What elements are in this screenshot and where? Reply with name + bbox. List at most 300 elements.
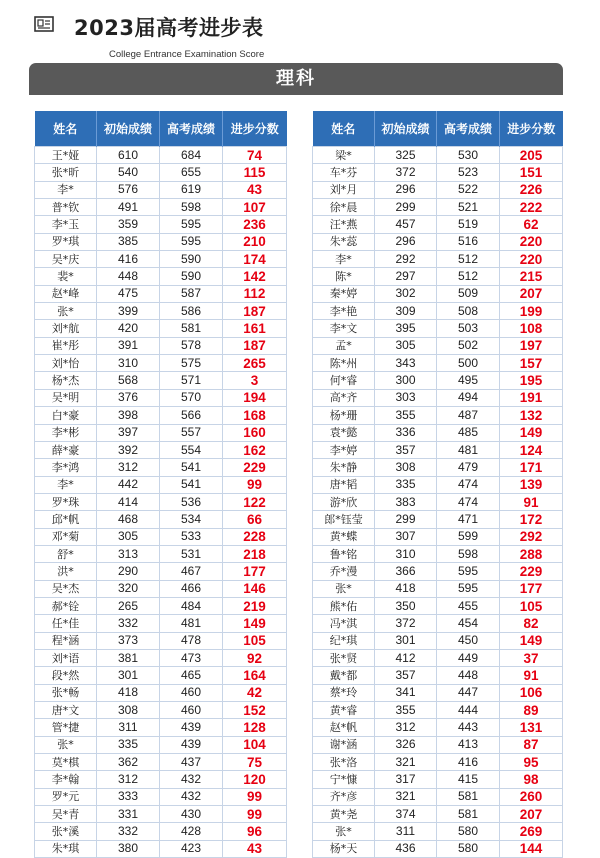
student-name-cell: 李* bbox=[313, 251, 375, 268]
initial-score-cell: 355 bbox=[375, 702, 437, 719]
exam-score-cell: 590 bbox=[160, 251, 223, 268]
table-row bbox=[313, 771, 563, 788]
table-row bbox=[313, 806, 563, 823]
student-name-cell: 张*昕 bbox=[35, 164, 97, 181]
student-name-cell: 舒* bbox=[35, 545, 97, 562]
initial-score-cell: 357 bbox=[375, 441, 437, 458]
table-row bbox=[35, 528, 287, 545]
improvement-cell: 42 bbox=[223, 684, 287, 701]
initial-score-cell: 442 bbox=[97, 476, 160, 493]
student-name-cell: 吴*庆 bbox=[35, 251, 97, 268]
student-name-cell: 吴*明 bbox=[35, 389, 97, 406]
improvement-cell: 161 bbox=[223, 320, 287, 337]
improvement-cell: 87 bbox=[500, 736, 563, 753]
initial-score-cell: 332 bbox=[97, 823, 160, 840]
exam-score-cell: 439 bbox=[160, 736, 223, 753]
improvement-cell: 229 bbox=[500, 563, 563, 580]
student-name-cell: 车*芬 bbox=[313, 164, 375, 181]
improvement-cell: 108 bbox=[500, 320, 563, 337]
student-name-cell: 黄*睿 bbox=[313, 702, 375, 719]
exam-score-cell: 522 bbox=[437, 181, 500, 198]
table-header-row bbox=[35, 111, 287, 147]
improvement-cell: 99 bbox=[223, 788, 287, 805]
initial-score-cell: 312 bbox=[97, 459, 160, 476]
table-row bbox=[313, 719, 563, 736]
table-row bbox=[35, 788, 287, 805]
improvement-cell: 191 bbox=[500, 389, 563, 406]
initial-score-cell: 313 bbox=[97, 545, 160, 562]
exam-score-cell: 566 bbox=[160, 407, 223, 424]
student-name-cell: 裴* bbox=[35, 268, 97, 285]
improvement-cell: 96 bbox=[223, 823, 287, 840]
improvement-cell: 222 bbox=[500, 199, 563, 216]
table-row bbox=[35, 216, 287, 233]
table-row bbox=[35, 459, 287, 476]
initial-score-cell: 343 bbox=[375, 355, 437, 372]
exam-score-cell: 485 bbox=[437, 424, 500, 441]
table-row bbox=[35, 372, 287, 389]
exam-score-cell: 443 bbox=[437, 719, 500, 736]
improvement-cell: 82 bbox=[500, 615, 563, 632]
table-row bbox=[313, 147, 563, 164]
exam-score-cell: 530 bbox=[437, 147, 500, 164]
table-row bbox=[35, 268, 287, 285]
page-header bbox=[34, 12, 574, 60]
improvement-cell: 194 bbox=[223, 389, 287, 406]
exam-score-cell: 430 bbox=[160, 806, 223, 823]
table-row bbox=[35, 511, 287, 528]
student-name-cell: 洪* bbox=[35, 563, 97, 580]
initial-score-cell: 448 bbox=[97, 268, 160, 285]
table-row bbox=[313, 216, 563, 233]
exam-score-cell: 521 bbox=[437, 199, 500, 216]
exam-score-cell: 484 bbox=[160, 597, 223, 614]
exam-score-cell: 684 bbox=[160, 147, 223, 164]
table-row bbox=[313, 268, 563, 285]
table-row bbox=[35, 771, 287, 788]
table-row bbox=[313, 407, 563, 424]
initial-score-cell: 350 bbox=[375, 597, 437, 614]
improvement-cell: 104 bbox=[223, 736, 287, 753]
improvement-cell: 207 bbox=[500, 285, 563, 302]
improvement-cell: 265 bbox=[223, 355, 287, 372]
student-name-cell: 袁*懿 bbox=[313, 424, 375, 441]
student-name-cell: 蔡*玲 bbox=[313, 684, 375, 701]
student-name-cell: 游*欣 bbox=[313, 493, 375, 510]
initial-score-cell: 397 bbox=[97, 424, 160, 441]
table-body bbox=[35, 147, 287, 858]
student-name-cell: 张*洛 bbox=[313, 754, 375, 771]
exam-score-cell: 467 bbox=[160, 563, 223, 580]
exam-score-cell: 460 bbox=[160, 684, 223, 701]
student-name-cell: 段*然 bbox=[35, 667, 97, 684]
table-row bbox=[35, 840, 287, 857]
table-row bbox=[313, 199, 563, 216]
exam-score-cell: 595 bbox=[437, 580, 500, 597]
table-row bbox=[313, 615, 563, 632]
initial-score-cell: 299 bbox=[375, 511, 437, 528]
exam-score-cell: 580 bbox=[437, 840, 500, 857]
table-row bbox=[313, 459, 563, 476]
table-row bbox=[35, 667, 287, 684]
improvement-cell: 210 bbox=[223, 233, 287, 250]
improvement-cell: 149 bbox=[500, 424, 563, 441]
exam-score-cell: 502 bbox=[437, 337, 500, 354]
improvement-cell: 91 bbox=[500, 493, 563, 510]
improvement-cell: 152 bbox=[223, 702, 287, 719]
exam-score-cell: 474 bbox=[437, 476, 500, 493]
table-row bbox=[313, 823, 563, 840]
exam-score-cell: 428 bbox=[160, 823, 223, 840]
improvement-cell: 229 bbox=[223, 459, 287, 476]
table-row bbox=[313, 736, 563, 753]
exam-score-cell: 471 bbox=[437, 511, 500, 528]
improvement-cell: 92 bbox=[223, 649, 287, 666]
exam-score-cell: 541 bbox=[160, 476, 223, 493]
table-row bbox=[35, 806, 287, 823]
exam-score-cell: 474 bbox=[437, 493, 500, 510]
column-header-exam-score: 高考成绩 bbox=[160, 111, 223, 147]
student-name-cell: 高*齐 bbox=[313, 389, 375, 406]
exam-score-cell: 619 bbox=[160, 181, 223, 198]
improvement-cell: 105 bbox=[223, 632, 287, 649]
initial-score-cell: 310 bbox=[97, 355, 160, 372]
initial-score-cell: 385 bbox=[97, 233, 160, 250]
student-name-cell: 刘*语 bbox=[35, 649, 97, 666]
table-row bbox=[35, 251, 287, 268]
table-row bbox=[313, 181, 563, 198]
initial-score-cell: 412 bbox=[375, 649, 437, 666]
improvement-cell: 226 bbox=[500, 181, 563, 198]
student-name-cell: 白*豪 bbox=[35, 407, 97, 424]
table-row bbox=[313, 476, 563, 493]
column-header-improvement: 进步分数 bbox=[500, 111, 563, 147]
student-name-cell: 刘*航 bbox=[35, 320, 97, 337]
improvement-cell: 171 bbox=[500, 459, 563, 476]
initial-score-cell: 336 bbox=[375, 424, 437, 441]
improvement-cell: 177 bbox=[223, 563, 287, 580]
student-name-cell: 张* bbox=[313, 580, 375, 597]
column-header-name: 姓名 bbox=[35, 111, 97, 147]
exam-score-cell: 432 bbox=[160, 788, 223, 805]
exam-score-cell: 581 bbox=[437, 806, 500, 823]
initial-score-cell: 321 bbox=[375, 788, 437, 805]
exam-score-cell: 460 bbox=[160, 702, 223, 719]
table-row bbox=[35, 164, 287, 181]
improvement-cell: 157 bbox=[500, 355, 563, 372]
initial-score-cell: 305 bbox=[375, 337, 437, 354]
table-row bbox=[35, 424, 287, 441]
exam-score-cell: 586 bbox=[160, 303, 223, 320]
table-icon bbox=[34, 16, 54, 32]
initial-score-cell: 372 bbox=[375, 615, 437, 632]
table-row bbox=[313, 684, 563, 701]
student-name-cell: 冯*淇 bbox=[313, 615, 375, 632]
student-name-cell: 李*玉 bbox=[35, 216, 97, 233]
table-row bbox=[313, 667, 563, 684]
improvement-cell: 215 bbox=[500, 268, 563, 285]
table-row bbox=[313, 303, 563, 320]
initial-score-cell: 392 bbox=[97, 441, 160, 458]
table-row bbox=[313, 580, 563, 597]
initial-score-cell: 540 bbox=[97, 164, 160, 181]
student-name-cell: 张* bbox=[313, 823, 375, 840]
student-name-cell: 罗*元 bbox=[35, 788, 97, 805]
table-row bbox=[313, 754, 563, 771]
initial-score-cell: 373 bbox=[97, 632, 160, 649]
student-name-cell: 黄*尧 bbox=[313, 806, 375, 823]
column-header-exam-score: 高考成绩 bbox=[437, 111, 500, 147]
initial-score-cell: 398 bbox=[97, 407, 160, 424]
exam-score-cell: 598 bbox=[160, 199, 223, 216]
table-row bbox=[35, 233, 287, 250]
improvement-cell: 112 bbox=[223, 285, 287, 302]
table-row bbox=[313, 528, 563, 545]
improvement-cell: 62 bbox=[500, 216, 563, 233]
student-name-cell: 汪*燕 bbox=[313, 216, 375, 233]
exam-score-cell: 512 bbox=[437, 251, 500, 268]
improvement-cell: 207 bbox=[500, 806, 563, 823]
exam-score-cell: 534 bbox=[160, 511, 223, 528]
table-row bbox=[313, 233, 563, 250]
table-row bbox=[35, 389, 287, 406]
student-name-cell: 张*畅 bbox=[35, 684, 97, 701]
student-name-cell: 谢*涵 bbox=[313, 736, 375, 753]
exam-score-cell: 590 bbox=[160, 268, 223, 285]
improvement-cell: 174 bbox=[223, 251, 287, 268]
table-row bbox=[313, 788, 563, 805]
improvement-cell: 128 bbox=[223, 719, 287, 736]
student-name-cell: 薛*豪 bbox=[35, 441, 97, 458]
initial-score-cell: 414 bbox=[97, 493, 160, 510]
table-row bbox=[313, 840, 563, 857]
score-table-right bbox=[312, 111, 563, 858]
student-name-cell: 纪*琪 bbox=[313, 632, 375, 649]
student-name-cell: 程*涵 bbox=[35, 632, 97, 649]
table-row bbox=[35, 632, 287, 649]
table-row bbox=[35, 615, 287, 632]
exam-score-cell: 455 bbox=[437, 597, 500, 614]
student-name-cell: 李*翰 bbox=[35, 771, 97, 788]
student-name-cell: 莫*棋 bbox=[35, 754, 97, 771]
initial-score-cell: 292 bbox=[375, 251, 437, 268]
student-name-cell: 李* bbox=[35, 476, 97, 493]
improvement-cell: 236 bbox=[223, 216, 287, 233]
initial-score-cell: 308 bbox=[97, 702, 160, 719]
table-row bbox=[35, 580, 287, 597]
table-row bbox=[313, 649, 563, 666]
exam-score-cell: 575 bbox=[160, 355, 223, 372]
initial-score-cell: 359 bbox=[97, 216, 160, 233]
improvement-cell: 124 bbox=[500, 441, 563, 458]
exam-score-cell: 447 bbox=[437, 684, 500, 701]
student-name-cell: 朱*琪 bbox=[35, 840, 97, 857]
student-name-cell: 王*娅 bbox=[35, 147, 97, 164]
improvement-cell: 107 bbox=[223, 199, 287, 216]
student-name-cell: 陈*州 bbox=[313, 355, 375, 372]
student-name-cell: 陈* bbox=[313, 268, 375, 285]
student-name-cell: 刘*怡 bbox=[35, 355, 97, 372]
initial-score-cell: 317 bbox=[375, 771, 437, 788]
improvement-cell: 228 bbox=[223, 528, 287, 545]
initial-score-cell: 416 bbox=[97, 251, 160, 268]
improvement-cell: 164 bbox=[223, 667, 287, 684]
exam-score-cell: 578 bbox=[160, 337, 223, 354]
student-name-cell: 赵*帆 bbox=[313, 719, 375, 736]
table-row bbox=[313, 441, 563, 458]
student-name-cell: 罗*琪 bbox=[35, 233, 97, 250]
table-row bbox=[313, 545, 563, 562]
student-name-cell: 朱*蕊 bbox=[313, 233, 375, 250]
exam-score-cell: 437 bbox=[160, 754, 223, 771]
initial-score-cell: 296 bbox=[375, 181, 437, 198]
initial-score-cell: 436 bbox=[375, 840, 437, 857]
table-row bbox=[35, 181, 287, 198]
exam-score-cell: 581 bbox=[160, 320, 223, 337]
improvement-cell: 199 bbox=[500, 303, 563, 320]
exam-score-cell: 516 bbox=[437, 233, 500, 250]
improvement-cell: 220 bbox=[500, 251, 563, 268]
improvement-cell: 219 bbox=[223, 597, 287, 614]
student-name-cell: 宁*慷 bbox=[313, 771, 375, 788]
exam-score-cell: 413 bbox=[437, 736, 500, 753]
improvement-cell: 3 bbox=[223, 372, 287, 389]
improvement-cell: 218 bbox=[223, 545, 287, 562]
improvement-cell: 37 bbox=[500, 649, 563, 666]
improvement-cell: 149 bbox=[500, 632, 563, 649]
exam-score-cell: 465 bbox=[160, 667, 223, 684]
student-name-cell: 徐*晨 bbox=[313, 199, 375, 216]
exam-score-cell: 449 bbox=[437, 649, 500, 666]
improvement-cell: 195 bbox=[500, 372, 563, 389]
student-name-cell: 刘*月 bbox=[313, 181, 375, 198]
initial-score-cell: 296 bbox=[375, 233, 437, 250]
exam-score-cell: 448 bbox=[437, 667, 500, 684]
initial-score-cell: 308 bbox=[375, 459, 437, 476]
column-header-name: 姓名 bbox=[313, 111, 375, 147]
table-row bbox=[35, 147, 287, 164]
improvement-cell: 99 bbox=[223, 476, 287, 493]
column-header-initial-score: 初始成绩 bbox=[375, 111, 437, 147]
exam-score-cell: 509 bbox=[437, 285, 500, 302]
student-name-cell: 孟* bbox=[313, 337, 375, 354]
student-name-cell: 李*艳 bbox=[313, 303, 375, 320]
improvement-cell: 149 bbox=[223, 615, 287, 632]
table-row bbox=[313, 597, 563, 614]
initial-score-cell: 568 bbox=[97, 372, 160, 389]
exam-score-cell: 598 bbox=[437, 545, 500, 562]
table-row bbox=[313, 372, 563, 389]
initial-score-cell: 376 bbox=[97, 389, 160, 406]
exam-score-cell: 423 bbox=[160, 840, 223, 857]
category-banner: 理科 bbox=[29, 63, 563, 95]
initial-score-cell: 307 bbox=[375, 528, 437, 545]
table-row bbox=[313, 563, 563, 580]
table-row bbox=[35, 719, 287, 736]
exam-score-cell: 415 bbox=[437, 771, 500, 788]
exam-score-cell: 531 bbox=[160, 545, 223, 562]
exam-score-cell: 481 bbox=[437, 441, 500, 458]
exam-score-cell: 487 bbox=[437, 407, 500, 424]
improvement-cell: 292 bbox=[500, 528, 563, 545]
initial-score-cell: 420 bbox=[97, 320, 160, 337]
student-name-cell: 朱*静 bbox=[313, 459, 375, 476]
table-row bbox=[313, 511, 563, 528]
improvement-cell: 220 bbox=[500, 233, 563, 250]
exam-score-cell: 432 bbox=[160, 771, 223, 788]
improvement-cell: 122 bbox=[223, 493, 287, 510]
improvement-cell: 197 bbox=[500, 337, 563, 354]
table-row bbox=[35, 649, 287, 666]
student-name-cell: 杨*珊 bbox=[313, 407, 375, 424]
exam-score-cell: 444 bbox=[437, 702, 500, 719]
student-name-cell: 管*捷 bbox=[35, 719, 97, 736]
exam-score-cell: 523 bbox=[437, 164, 500, 181]
student-name-cell: 何*睿 bbox=[313, 372, 375, 389]
table-row bbox=[35, 303, 287, 320]
student-name-cell: 张*溪 bbox=[35, 823, 97, 840]
initial-score-cell: 468 bbox=[97, 511, 160, 528]
initial-score-cell: 311 bbox=[375, 823, 437, 840]
column-header-initial-score: 初始成绩 bbox=[97, 111, 160, 147]
exam-score-cell: 500 bbox=[437, 355, 500, 372]
improvement-cell: 288 bbox=[500, 545, 563, 562]
student-name-cell: 崔*彤 bbox=[35, 337, 97, 354]
table-row bbox=[35, 684, 287, 701]
initial-score-cell: 355 bbox=[375, 407, 437, 424]
exam-score-cell: 571 bbox=[160, 372, 223, 389]
initial-score-cell: 265 bbox=[97, 597, 160, 614]
initial-score-cell: 312 bbox=[97, 771, 160, 788]
student-name-cell: 李*文 bbox=[313, 320, 375, 337]
student-name-cell: 杨*杰 bbox=[35, 372, 97, 389]
student-name-cell: 鲁*铭 bbox=[313, 545, 375, 562]
improvement-cell: 172 bbox=[500, 511, 563, 528]
initial-score-cell: 321 bbox=[375, 754, 437, 771]
improvement-cell: 75 bbox=[223, 754, 287, 771]
improvement-cell: 151 bbox=[500, 164, 563, 181]
table-row bbox=[313, 424, 563, 441]
student-name-cell: 齐*彦 bbox=[313, 788, 375, 805]
student-name-cell: 张*贤 bbox=[313, 649, 375, 666]
table-row bbox=[313, 251, 563, 268]
exam-score-cell: 473 bbox=[160, 649, 223, 666]
initial-score-cell: 491 bbox=[97, 199, 160, 216]
table-row bbox=[313, 337, 563, 354]
initial-score-cell: 381 bbox=[97, 649, 160, 666]
table-row bbox=[35, 563, 287, 580]
initial-score-cell: 383 bbox=[375, 493, 437, 510]
initial-score-cell: 311 bbox=[97, 719, 160, 736]
initial-score-cell: 320 bbox=[97, 580, 160, 597]
improvement-cell: 66 bbox=[223, 511, 287, 528]
student-name-cell: 李*彬 bbox=[35, 424, 97, 441]
exam-score-cell: 536 bbox=[160, 493, 223, 510]
improvement-cell: 168 bbox=[223, 407, 287, 424]
improvement-cell: 205 bbox=[500, 147, 563, 164]
exam-score-cell: 595 bbox=[437, 563, 500, 580]
student-name-cell: 任*佳 bbox=[35, 615, 97, 632]
improvement-cell: 91 bbox=[500, 667, 563, 684]
initial-score-cell: 374 bbox=[375, 806, 437, 823]
student-name-cell: 张* bbox=[35, 736, 97, 753]
exam-score-cell: 481 bbox=[160, 615, 223, 632]
initial-score-cell: 326 bbox=[375, 736, 437, 753]
improvement-cell: 260 bbox=[500, 788, 563, 805]
initial-score-cell: 290 bbox=[97, 563, 160, 580]
initial-score-cell: 576 bbox=[97, 181, 160, 198]
improvement-cell: 106 bbox=[500, 684, 563, 701]
